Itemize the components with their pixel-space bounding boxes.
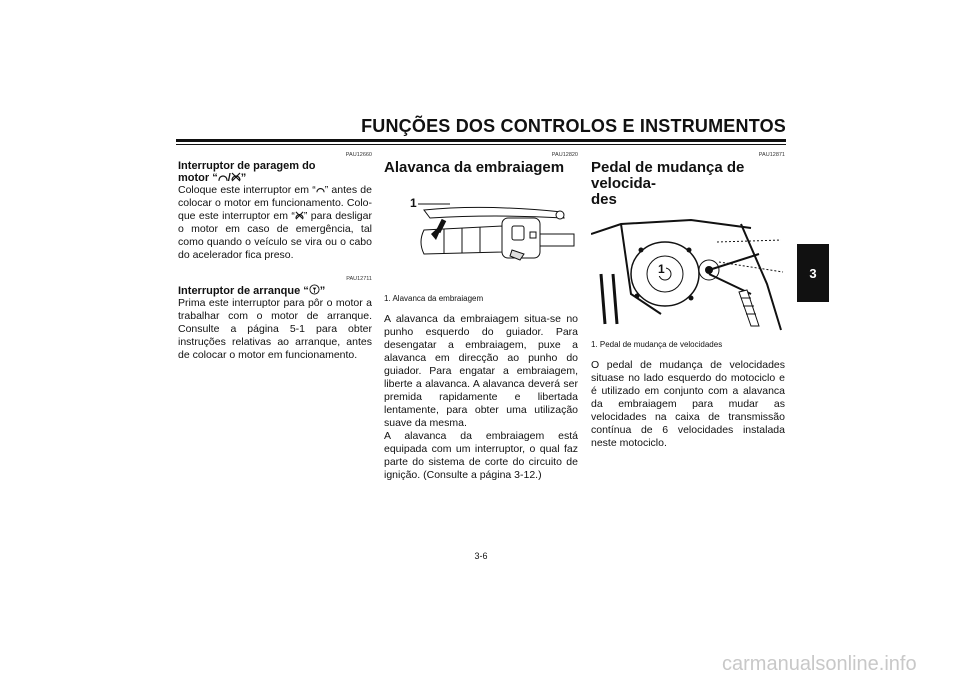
body-part: ” antes de colocar o motor em funcionamento. Coloque este interruptor em “ [178, 184, 372, 222]
column-2 [384, 152, 578, 482]
engine-stop-switch-text [178, 184, 372, 262]
body-part: Coloque este interruptor em “ [178, 184, 316, 196]
section-code: PAU12871 [758, 152, 785, 158]
shift-pedal-heading [591, 160, 785, 208]
starter-switch-heading [178, 284, 372, 297]
engine-run-icon [218, 172, 228, 182]
figure-caption: 1. Pedal de mudança de velocidades [591, 340, 723, 349]
body-part: ” para desligar o motor em caso de emergência, tal como quando o veículo se vira ou o cabo do acelerador fica preso. [178, 210, 372, 261]
section-code: PAU12660 [345, 152, 372, 158]
engine-stop-icon [295, 211, 304, 220]
callout-number: 1 [410, 196, 417, 210]
engine-shift-pedal-drawing [591, 214, 785, 336]
heading-suffix: ” [319, 285, 326, 297]
shift-pedal-illustration [591, 214, 785, 336]
shift-pedal-text: O pedal de mudança de velocidades situase no lado esquerdo do motociclo e é utilizado em conjunto com a alavanca da embraiagem para mudar as velocidades na caixa de transmissão contínua de 6 velocidades instalada neste motociclo. [591, 359, 785, 449]
starter-switch-text: Prima este interruptor para pôr o motor a trabalhar com o motor de arranque. Consulte a página 5-1 para obter instruções relativas ao arranque, antes de colocar o motor em funcionamento. [178, 297, 372, 361]
heading-line2: des [591, 191, 617, 208]
page-number: 3-6 [474, 551, 488, 561]
column-1 [178, 152, 372, 362]
engine-stop-icon [231, 172, 241, 182]
clutch-lever-text-2: A alavanca da embraiagem está equipada com um interruptor, o qual faz parte do sistema de corte do circuito de ignição. (Consulte a página 3-12.) [384, 430, 578, 481]
heading-line1: Interruptor de paragem do [178, 160, 316, 172]
section-code: PAU12711 [346, 276, 372, 282]
engine-stop-switch-heading [178, 160, 372, 184]
starter-icon [309, 284, 320, 295]
clutch-lever-illustration [384, 182, 578, 290]
page-header-title: FUNÇÕES DOS CONTROLOS E INSTRUMENTOS [361, 116, 786, 136]
heading-prefix: Interruptor de arranque “ [178, 285, 309, 297]
clutch-lever-heading: Alavanca da embraiagem [384, 159, 565, 176]
heading-line1: Pedal de mudança de velocida- [591, 159, 745, 192]
watermark: carmanualsonline.info [722, 653, 917, 675]
header-rule [176, 139, 786, 142]
chapter-tab: 3 [797, 244, 829, 302]
section-code: PAU12820 [551, 152, 578, 158]
slash: / [227, 172, 231, 184]
heading-line2-prefix: motor “ [178, 172, 218, 184]
column-3 [591, 152, 785, 450]
header-rule-thin [176, 144, 786, 145]
engine-run-icon [316, 185, 325, 194]
heading-line2-suffix: ” [240, 172, 247, 184]
callout-number: 1 [658, 262, 665, 276]
clutch-lever-text-1: A alavanca da embraiagem situa-se no punho esquerdo do guiador. Para desengatar a embraiagem, puxe a alavanca em direcção ao punho do guiador. Para engatar a embraiagem, liberte a alavanca. A alavanca deverá ser premida rapidamente e libertada lentamente, para obter uma utilização suave da mesma. [384, 313, 578, 429]
figure-caption: 1. Alavanca da embraiagem [384, 294, 484, 303]
